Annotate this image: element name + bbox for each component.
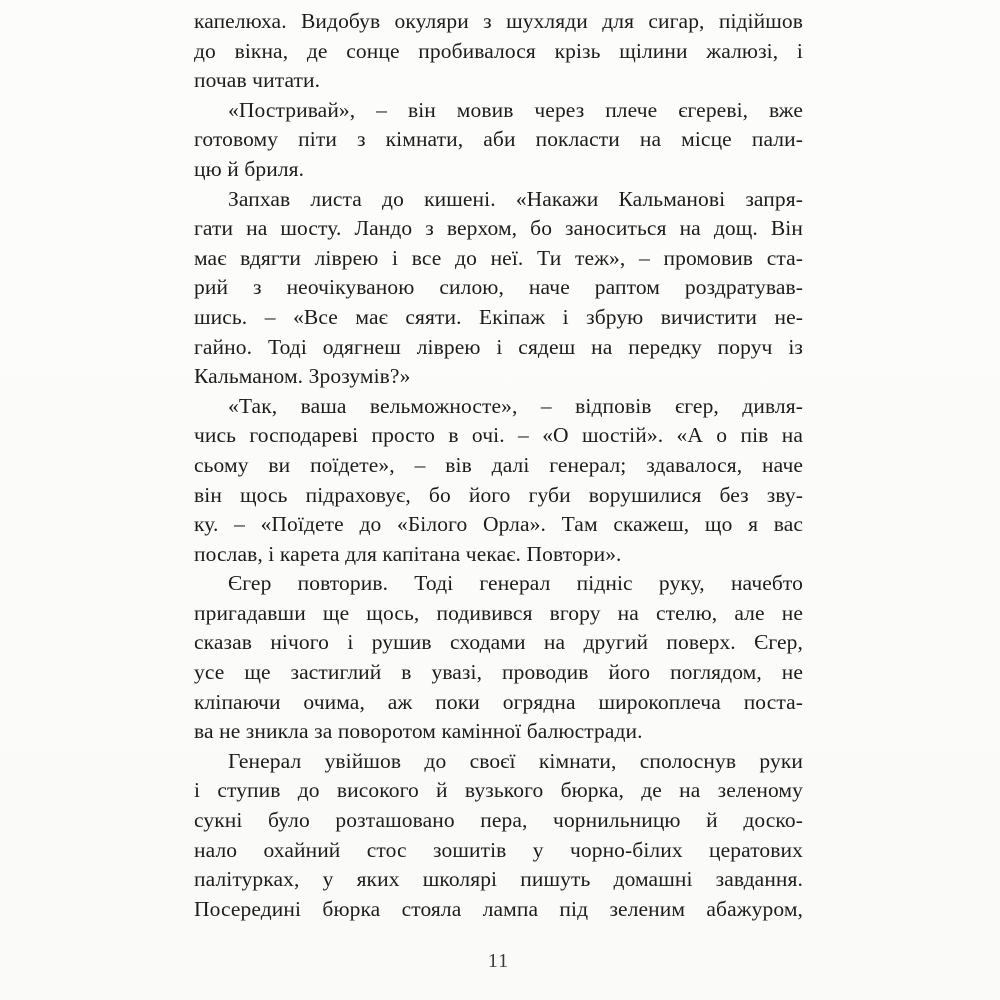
text-line: палітурках, у яких школярі пишуть домашні завдання. [194,867,803,892]
text-line: до вікна, де сонце пробивалося крізь щілини жалюзі, і [194,38,803,63]
text-line: Єгер повторив. Тоді генерал підніс руку, начебто [228,571,803,596]
text-line: готовому піти з кімнати, аби покласти на місце пали- [194,127,803,152]
text-line: Запхав листа до кишені. «Накажи Кальманові запря- [228,186,803,211]
text-line: чись господареві просто в очі. – «О шостій». «А о пів на [194,423,803,448]
text-line: послав, і карета для капітана чекає. Повтори». [194,541,622,566]
text-line: сказав нічого і рушив сходами на другий поверх. Єгер, [194,630,803,655]
text-line: ва не зникла за поворотом камінної балюстради. [194,719,643,744]
text-line: Посередині бюрка стояла лампа під зеленим абажуром, [194,896,803,921]
page-text [194,7,803,924]
text-line: цю й бриля. [194,156,305,181]
text-line: і ступив до високого й вузького бюрка, де на зеленому [194,778,803,803]
text-line: нало охайний стос зошитів у чорно-білих цератових [194,837,803,862]
text-line: шись. – «Все має сяяти. Екіпаж і збрую вичистити не- [194,304,803,329]
text-line: Генерал увійшов до своєї кімнати, сполоснув руки [228,748,803,773]
text-line: він щось підраховує, бо його губи ворушилися без зву- [194,482,803,507]
text-line: сьому ви поїдете», – вів далі генерал; здавалося, наче [194,452,803,477]
text-line: капелюха. Видобув окуляри з шухляди для сигар, підійшов [194,9,803,33]
text-line: пригадавши ще щось, подивився вгору на стелю, але не [194,600,803,625]
page-number: 11 [487,950,510,972]
text-line: «Так, ваша вельможносте», – відповів єгер, дивля- [228,393,803,418]
text-line: гати на шосту. Ландо з верхом, бо заноситься на дощ. Він [194,216,803,241]
text-line: гайно. Тоді одягнеш ліврею і сядеш на передку поруч із [194,334,803,359]
text-line: сукні було розташовано пера, чорнильницю й доско- [194,808,803,833]
text-line: має вдягти ліврею і все до неї. Ти теж», – промовив ста- [194,245,803,270]
text-line: почав читати. [194,68,321,93]
text-line: ку. – «Поїдете до «Білого Орла». Там скажеш, що я вас [194,512,803,537]
text-line: усе ще застиглий в увазі, проводив його поглядом, не [194,660,803,685]
text-line: «Постривай», – він мовив через плече єгереві, вже [228,97,803,122]
text-line: Кальманом. Зрозумів?» [194,364,411,389]
text-line: рий з неочікуваною силою, наче раптом роздратував- [194,275,803,300]
text-line: кліпаючи очима, аж поки огрядна широкоплеча поста- [194,689,803,714]
